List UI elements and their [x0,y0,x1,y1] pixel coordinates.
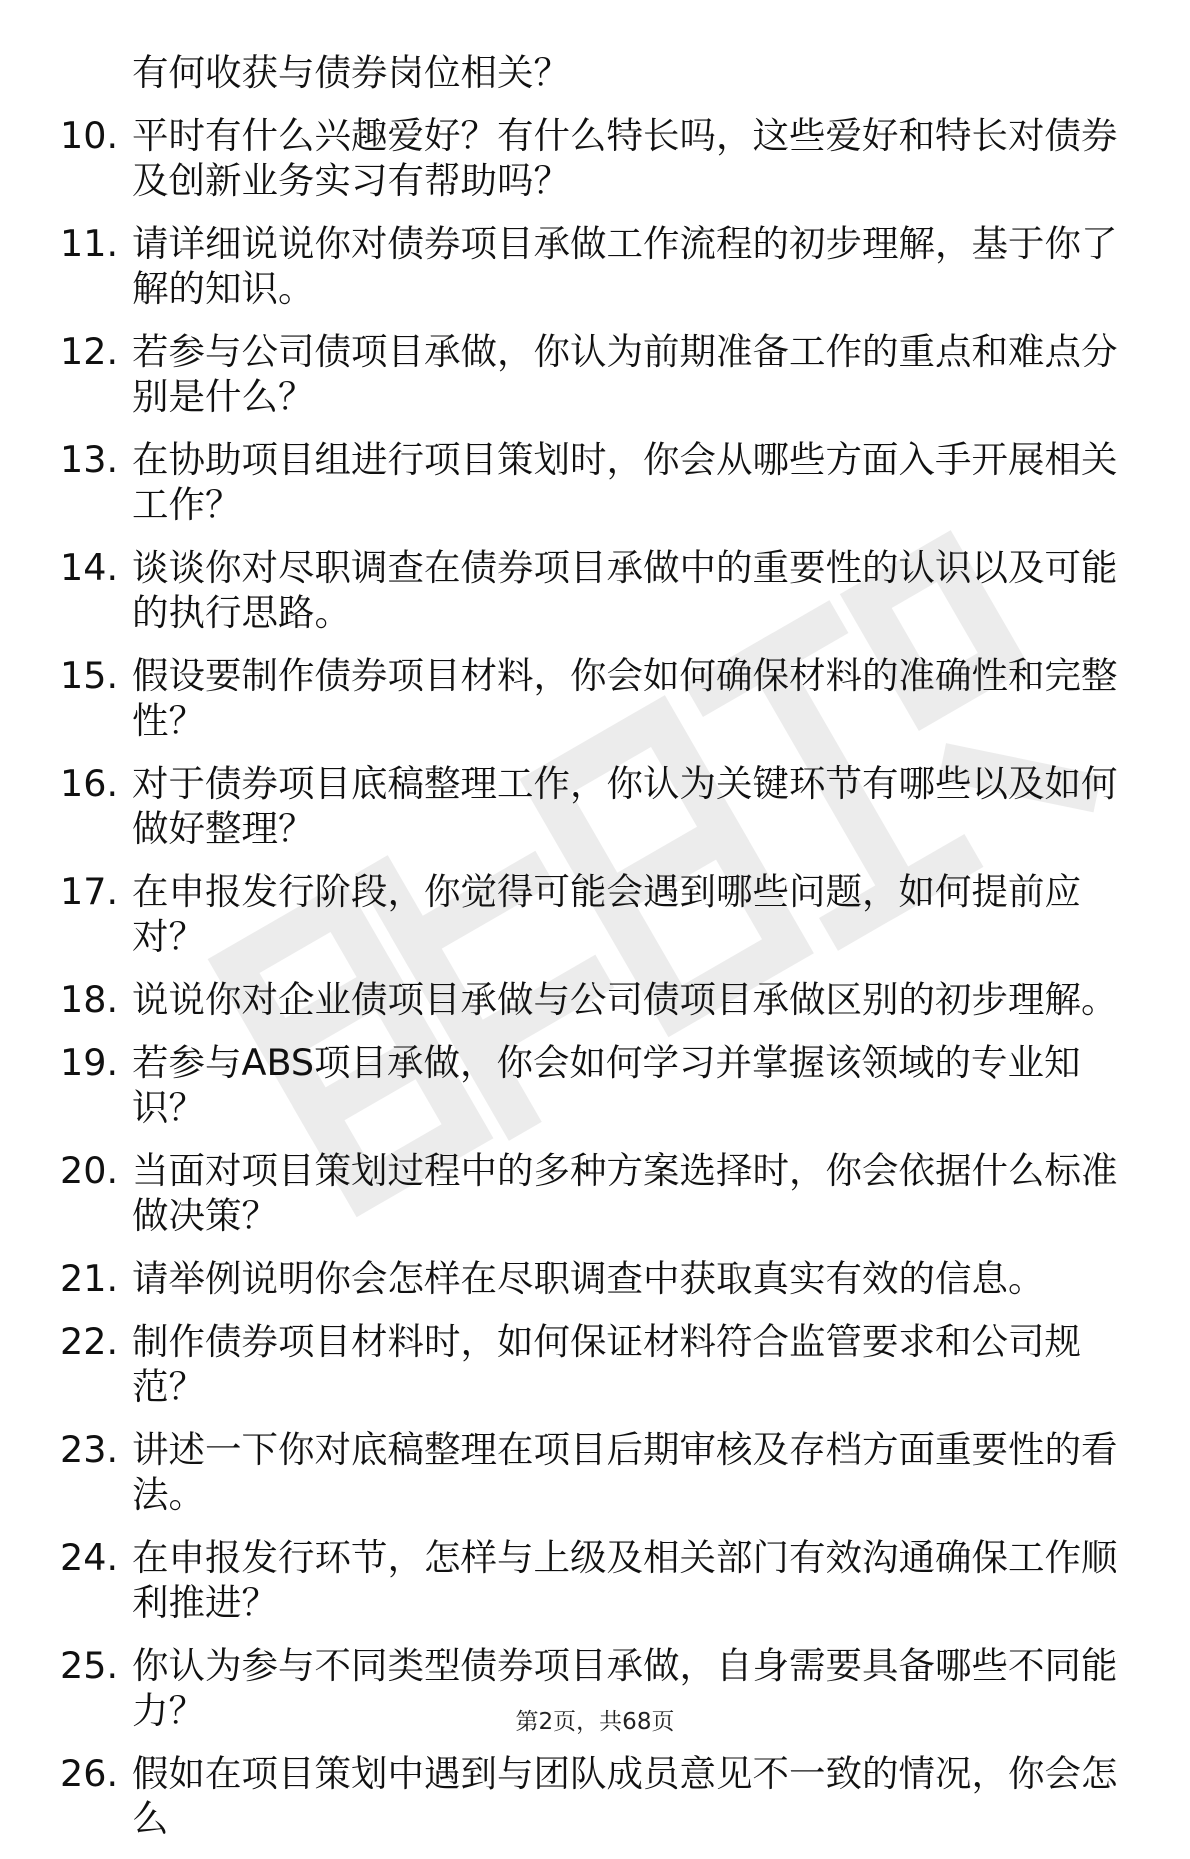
question-item [60,653,1140,743]
continued-question-line: 有何收获与债券岗位相关？ [132,51,570,94]
question-text: 说说你对企业债项目承做与公司债项目承做区别的初步理解。 [132,978,1118,1021]
question-text: 在协助项目组进行项目策划时，你会从哪些方面入手开展相关工作？ [132,438,1118,526]
question-item [60,977,1140,1022]
question-number: 22. [60,1320,119,1363]
question-number: 26. [60,1752,119,1795]
question-text: 在申报发行阶段，你觉得可能会遇到哪些问题，如何提前应对？ [132,870,1081,958]
question-item [60,1427,1140,1517]
question-number: 23. [60,1428,119,1471]
question-item [60,1148,1140,1238]
question-number: 16. [60,762,119,805]
question-item [60,1319,1140,1409]
question-text: 若参与ABS项目承做，你会如何学习并掌握该领域的专业知识？ [132,1041,1081,1129]
question-text: 你认为参与不同类型债券项目承做，自身需要具备哪些不同能力？ [132,1644,1118,1732]
question-item [60,221,1140,311]
question-text: 谈谈你对尽职调查在债券项目承做中的重要性的认识以及可能的执行思路。 [132,546,1118,634]
question-item [60,1256,1140,1301]
page-number-footer: 第2页，共68页 [515,1709,675,1735]
question-item [60,545,1140,635]
question-text: 请详细说说你对债券项目承做工作流程的初步理解，基于你了解的知识。 [132,222,1118,310]
question-item [60,329,1140,419]
question-item [60,1751,1140,1841]
question-number: 25. [60,1644,119,1687]
question-text: 制作债券项目材料时，如何保证材料符合监管要求和公司规范？ [132,1320,1081,1408]
question-number: 14. [60,546,119,589]
question-item [60,1535,1140,1625]
question-number: 18. [60,978,119,1021]
question-item [60,761,1140,851]
question-item [60,437,1140,527]
question-number: 24. [60,1536,119,1579]
question-text: 若参与公司债项目承做，你认为前期准备工作的重点和难点分别是什么？ [132,330,1118,418]
question-list [60,50,1140,1859]
question-number: 19. [60,1041,119,1084]
question-text: 当面对项目策划过程中的多种方案选择时，你会依据什么标准做决策？ [132,1149,1118,1237]
question-number: 12. [60,330,119,373]
question-text: 假如在项目策划中遇到与团队成员意见不一致的情况，你会怎么 [132,1752,1118,1840]
question-number: 11. [60,222,119,265]
question-text: 在申报发行环节，怎样与上级及相关部门有效沟通确保工作顺利推进？ [132,1536,1118,1624]
question-item [60,869,1140,959]
question-number: 15. [60,654,119,697]
question-number: 17. [60,870,119,913]
question-number: 20. [60,1149,119,1192]
question-text: 讲述一下你对底稿整理在项目后期审核及存档方面重要性的看法。 [132,1428,1118,1516]
question-text: 平时有什么兴趣爱好？有什么特长吗，这些爱好和特长对债券及创新业务实习有帮助吗？ [132,114,1118,202]
question-number: 10. [60,114,119,157]
question-number: 13. [60,438,119,481]
question-text: 对于债券项目底稿整理工作，你认为关键环节有哪些以及如何做好整理？ [132,762,1118,850]
question-item [60,1040,1140,1130]
question-number: 21. [60,1257,119,1300]
question-item [60,113,1140,203]
question-text: 请举例说明你会怎样在尽职调查中获取真实有效的信息。 [132,1257,1045,1300]
question-text: 假设要制作债券项目材料，你会如何确保材料的准确性和完整性？ [132,654,1118,742]
